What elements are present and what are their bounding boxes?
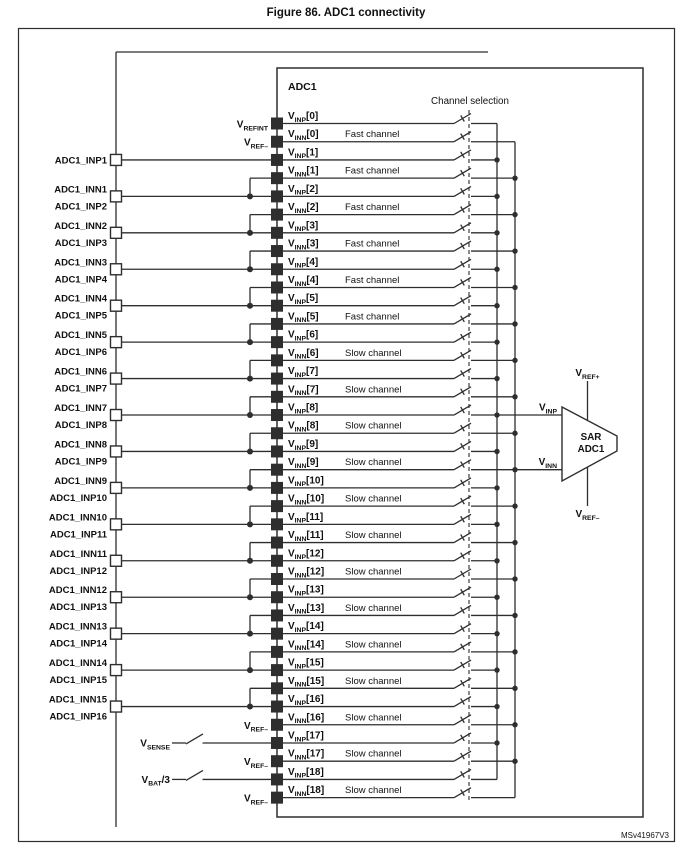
pin-junction-dot	[247, 521, 253, 527]
pin-label: ADC1_INN5	[54, 330, 107, 342]
channel-label: $V_{INN}[11]$	[288, 530, 324, 543]
pin-square	[111, 482, 122, 493]
pin-junction-dot	[247, 230, 253, 236]
bus-junction-dot	[494, 194, 499, 199]
channel-label: $V_{INN}[2]$	[288, 202, 319, 215]
pin-junction-dot	[247, 339, 253, 345]
internal-source	[142, 770, 277, 787]
pin-label: ADC1_INP10	[49, 492, 107, 504]
bus-junction-dot	[494, 449, 499, 454]
bus-junction-dot	[512, 431, 517, 436]
channel-label: $V_{INN}[0]$	[288, 129, 319, 143]
pin	[49, 543, 277, 577]
pin-label: ADC1_INP15	[49, 675, 107, 687]
channel-label: $V_{INN}[15]$	[288, 675, 325, 689]
channel-label: $V_{INN}[17]$	[288, 748, 325, 762]
switch-blade-line	[186, 770, 203, 780]
bus-junction-dot	[512, 358, 517, 363]
channel-type-label: Slow channel	[345, 566, 402, 578]
channel-label: $V_{INN}[7]$	[288, 384, 319, 398]
pin-label: ADC1_INP3	[54, 237, 107, 249]
pin-square	[111, 628, 122, 639]
pin-square	[111, 154, 122, 165]
channel-type-label: Slow channel	[345, 384, 402, 396]
pin-junction-dot	[247, 704, 253, 710]
channel-label: $V_{INN}[8]$	[288, 420, 319, 434]
bus-junction-dot	[494, 157, 499, 162]
figure-watermark: MSv41967V3	[620, 831, 669, 840]
input-pad	[271, 755, 283, 767]
pin-label: ADC1_INN8	[54, 439, 107, 451]
pin-junction-dot	[247, 631, 253, 637]
channel-type-label: Fast channel	[345, 311, 400, 323]
bus-junction-dot	[494, 230, 499, 235]
channel-label: $V_{INN}[3]$	[288, 238, 319, 252]
channel-label: $V_{INN}[9]$	[288, 457, 319, 470]
source-label: $V_{REF-}$	[243, 137, 268, 151]
bus-junction-dot	[494, 339, 499, 344]
input-pad	[271, 136, 283, 148]
channel-label: $V_{INN}[6]$	[288, 347, 319, 361]
pin-square	[111, 337, 122, 348]
pin-label: ADC1_INP14	[49, 638, 107, 650]
channel-type-label: Slow channel	[345, 420, 402, 432]
channel-label: $V_{INP}[16]$	[288, 694, 324, 707]
source-label: $V_{REF-}$	[243, 720, 268, 734]
internal-source	[244, 721, 268, 734]
channel-type-label: Slow channel	[345, 493, 402, 505]
pin-label: ADC1_INN12	[48, 585, 107, 597]
channel-label: $V_{INN}[5]$	[288, 311, 319, 325]
bus-junction-dot	[512, 212, 517, 217]
pin	[49, 615, 277, 649]
channel-type-label: Fast channel	[345, 238, 400, 250]
source-label: $V_{SENSE}$	[140, 738, 170, 752]
channel-label: $V_{INP}[5]$	[288, 293, 319, 306]
pin-label: ADC1_INP13	[49, 602, 107, 614]
pin-junction-dot	[247, 376, 253, 382]
internal-source	[244, 757, 268, 770]
channel-label: $V_{INN}[18]$	[288, 785, 325, 798]
channel-label: $V_{INN}[13]$	[288, 602, 325, 616]
pin-junction-dot	[247, 667, 253, 673]
pin-junction-dot	[247, 193, 253, 199]
pin-label: ADC1_INP1	[54, 155, 107, 167]
pin	[54, 433, 277, 467]
pin-label: ADC1_INP6	[54, 347, 107, 359]
pin	[54, 251, 277, 285]
sar-vref-plus-label: $V_{REF+}$	[575, 368, 600, 381]
pin-square	[111, 410, 122, 421]
pin	[54, 178, 277, 212]
input-pad	[271, 792, 283, 804]
bus-junction-dot	[494, 376, 499, 381]
channel-label: $V_{INP}[14]$	[288, 621, 324, 634]
pin-junction-dot	[247, 303, 253, 309]
bus-junction-dot	[494, 267, 499, 272]
pin-square	[111, 300, 122, 311]
bus-junction-dot	[494, 631, 499, 636]
pin-junction-dot	[247, 448, 253, 454]
pin	[54, 324, 277, 358]
pin	[49, 506, 277, 540]
pin-label: ADC1_INP16	[49, 711, 107, 723]
pin	[49, 688, 277, 722]
adc1-block-label: ADC1	[288, 81, 317, 93]
input-pad	[271, 719, 283, 731]
source-label: $V_{BAT}/3$	[141, 774, 170, 788]
pin-square	[111, 227, 122, 238]
bus-junction-dot	[494, 667, 499, 672]
channel-label: $V_{INP}[9]$	[288, 438, 319, 452]
channel-type-label: Slow channel	[345, 785, 402, 797]
pin-square	[111, 592, 122, 603]
pin	[54, 360, 277, 394]
bus-junction-dot	[512, 686, 517, 691]
channel-label: $V_{INP}[3]$	[288, 220, 319, 234]
pin-label: ADC1_INN4	[54, 293, 107, 305]
sar-vref-minus-label: $V_{REF-}$	[575, 509, 600, 522]
channel-label: $V_{INN}[12]$	[288, 566, 325, 580]
bus-junction-dot	[512, 759, 517, 764]
bus-junction-dot	[512, 175, 517, 180]
bus-junction-dot	[494, 740, 499, 745]
bus-junction-dot	[494, 558, 499, 563]
pin-label: ADC1_INN6	[54, 366, 107, 378]
pin-square	[111, 446, 122, 457]
channel-label: $V_{INN}[14]$	[288, 639, 325, 653]
channel-type-label: Slow channel	[345, 748, 402, 760]
channel-type-label: Slow channel	[345, 639, 402, 651]
pin-label: ADC1_INP7	[54, 383, 107, 395]
channel-label: $V_{INP}[2]$	[288, 183, 319, 197]
pin-label: ADC1_INP9	[54, 456, 107, 468]
pin-junction-dot	[247, 594, 253, 600]
figure-title: Figure 86. ADC1 connectivity	[266, 7, 426, 19]
internal-source	[237, 120, 269, 133]
bus-junction-dot	[512, 722, 517, 727]
bus-junction-dot	[512, 321, 517, 326]
channel-label: $V_{INP}[12]$	[288, 548, 324, 562]
pin	[54, 215, 277, 249]
channel-label: $V_{INP}[8]$	[288, 402, 319, 416]
bus-junction-dot	[512, 576, 517, 581]
pin-label: ADC1_INP5	[54, 310, 107, 322]
pin-label: ADC1_INP2	[54, 201, 107, 213]
pin-square	[111, 191, 122, 202]
channel-type-label: Fast channel	[345, 202, 400, 214]
pin-label: ADC1_INP11	[49, 529, 107, 541]
vinp-tap-label: $V_{INP}$	[538, 402, 557, 416]
channel-label: $V_{INP}[7]$	[288, 366, 319, 379]
pin-square	[111, 519, 122, 530]
sar-name-line1: SAR	[580, 432, 602, 443]
channel-type-label: Slow channel	[345, 602, 402, 614]
channel-label: $V_{INN}[1]$	[288, 165, 319, 179]
pin-junction-dot	[247, 412, 253, 418]
bus-junction-dot	[494, 303, 499, 308]
pin-label: ADC1_INP4	[54, 274, 107, 286]
switch-icon	[186, 734, 203, 744]
pin-label: ADC1_INN10	[48, 512, 107, 524]
bus-junction-dot	[512, 394, 517, 399]
pin-square	[111, 701, 122, 712]
bus-junction-dot	[512, 649, 517, 654]
pin-label: ADC1_INN7	[54, 403, 107, 415]
pin-label: ADC1_INN9	[54, 475, 107, 487]
pin-junction-dot	[247, 266, 253, 272]
pin-label: ADC1_INN1	[54, 184, 107, 196]
pin-label: ADC1_INN2	[54, 220, 107, 232]
source-label: $V_{REF-}$	[243, 793, 268, 807]
pin-label: ADC1_INP8	[54, 420, 107, 432]
pin	[49, 470, 277, 504]
channel-label: $V_{INN}[10]$	[288, 493, 325, 507]
channel-label: $V_{INP}[13]$	[288, 584, 324, 598]
pin-square	[111, 264, 122, 275]
channel-type-label: Slow channel	[345, 347, 402, 359]
pin-label: ADC1_INN11	[49, 548, 107, 560]
bus-junction-dot	[494, 595, 499, 600]
internal-source	[244, 794, 268, 807]
source-label: $V_{REF-}$	[243, 757, 268, 770]
input-pad	[271, 118, 283, 130]
bus-junction-dot	[512, 248, 517, 253]
switch-blade-line	[186, 734, 203, 744]
pin-junction-dot	[247, 558, 253, 564]
bus-junction-dot	[512, 540, 517, 545]
pin	[54, 397, 277, 431]
vinn-tap-label: $V_{INN}$	[538, 457, 557, 470]
bus-junction-dot	[512, 503, 517, 508]
internal-source	[140, 734, 277, 751]
channel-type-label: Fast channel	[345, 165, 400, 177]
channel-label: $V_{INP}[15]$	[288, 657, 324, 671]
bus-junction-dot	[494, 485, 499, 490]
bus-junction-dot	[512, 285, 517, 290]
channel-label: $V_{INP}[0]$	[288, 111, 319, 124]
pin-square	[111, 373, 122, 384]
internal-source	[244, 138, 268, 151]
pin	[55, 154, 277, 166]
channel-type-label: Slow channel	[345, 530, 402, 542]
channel-type-label: Slow channel	[345, 675, 402, 687]
pin-junction-dot	[247, 485, 253, 491]
sar-name-line2: ADC1	[577, 444, 605, 455]
pin-label: ADC1_INN15	[48, 694, 107, 706]
channel-type-label: Slow channel	[345, 712, 402, 724]
channel-label: $V_{INN}[4]$	[288, 274, 319, 288]
channel-type-label: Fast channel	[345, 129, 400, 141]
bus-junction-dot	[512, 613, 517, 618]
channel-selection-label: Channel selection	[431, 96, 509, 107]
pin-square	[111, 555, 122, 566]
channel-label: $V_{INP}[4]$	[288, 256, 319, 270]
channel-label: $V_{INP}[11]$	[288, 511, 324, 525]
bus-junction-dot	[494, 704, 499, 709]
pin-label: ADC1_INN3	[54, 257, 107, 269]
pin-square	[111, 665, 122, 676]
switch-icon	[186, 770, 203, 780]
pin-label: ADC1_INN14	[48, 658, 107, 670]
pin-label: ADC1_INP12	[49, 565, 107, 577]
channel-label: $V_{INP}[6]$	[288, 329, 319, 343]
bus-junction-dot	[494, 522, 499, 527]
channel-label: $V_{INP}[18]$	[288, 766, 324, 780]
channel-label: $V_{INP}[10]$	[288, 475, 324, 489]
source-label: $V_{REFINT}$	[236, 119, 268, 133]
channel-type-label: Fast channel	[345, 274, 400, 286]
pin	[54, 287, 277, 321]
pin	[49, 652, 277, 686]
channel-label: $V_{INN}[16]$	[288, 712, 325, 726]
channel-label: $V_{INP}[17]$	[288, 730, 324, 744]
pin	[49, 579, 277, 613]
pin-label: ADC1_INN13	[48, 621, 107, 633]
channel-type-label: Slow channel	[345, 457, 402, 469]
channel-label: $V_{INP}[1]$	[288, 147, 319, 161]
